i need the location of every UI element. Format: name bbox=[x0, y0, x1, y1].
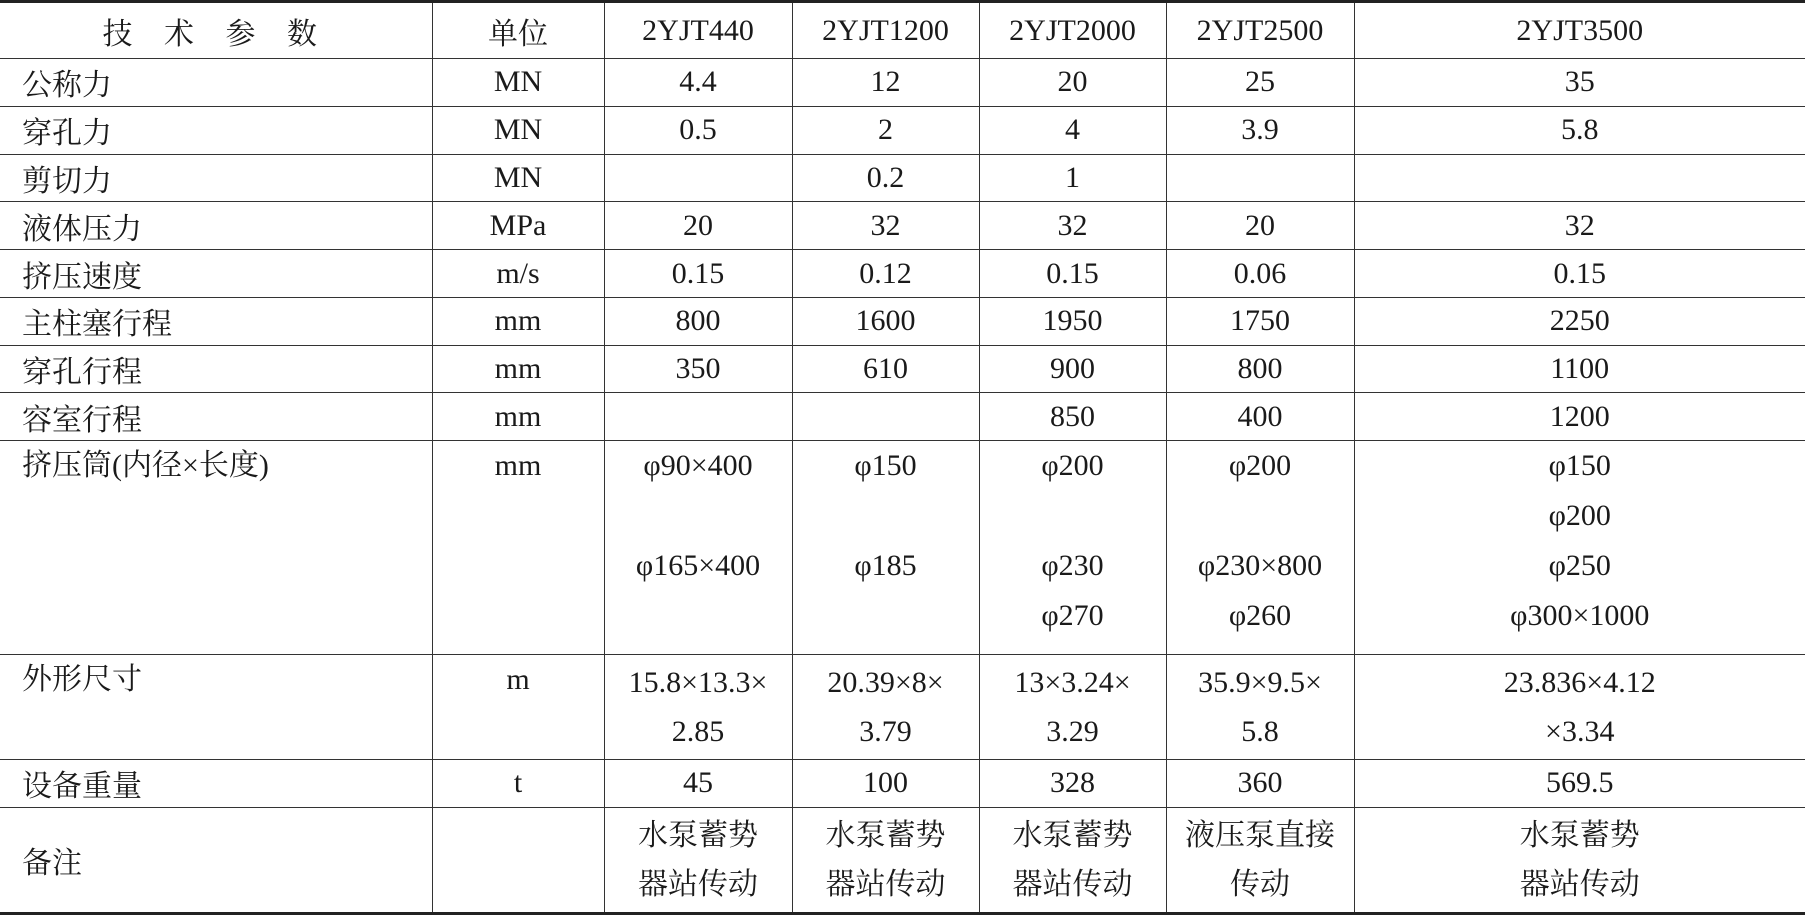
value-cell: 5.8 bbox=[1354, 106, 1805, 154]
unit-cell: mm bbox=[432, 393, 604, 441]
header-model: 2YJT1200 bbox=[792, 2, 979, 59]
cell-line: φ90×400 bbox=[643, 449, 753, 483]
unit-cell: MN bbox=[432, 59, 604, 107]
value-cell bbox=[792, 441, 979, 654]
value-cell bbox=[1354, 807, 1805, 913]
header-param: 技 术 参 数 bbox=[0, 2, 432, 59]
value-cell bbox=[979, 441, 1166, 654]
cell-line: 5.8 bbox=[1241, 714, 1279, 748]
header-model: 2YJT3500 bbox=[1354, 2, 1805, 59]
cell-line: 水泵蓄势 bbox=[1519, 818, 1640, 852]
cell-line: 35.9×9.5× bbox=[1198, 665, 1322, 699]
value-cell: 3.9 bbox=[1166, 106, 1354, 154]
value-cell: 100 bbox=[792, 759, 979, 807]
param-cell: 备注 bbox=[0, 807, 432, 913]
unit-cell: m bbox=[432, 654, 604, 759]
cell-line: 器站传动 bbox=[825, 867, 946, 901]
table-row bbox=[0, 202, 1805, 250]
cell-line: 13×3.24× bbox=[1014, 665, 1131, 699]
cell-line: 3.79 bbox=[859, 714, 912, 748]
value-cell bbox=[1354, 441, 1805, 654]
unit-cell bbox=[432, 441, 604, 654]
value-cell bbox=[1166, 807, 1354, 913]
value-cell: 800 bbox=[1166, 345, 1354, 393]
value-cell: 0.15 bbox=[979, 250, 1166, 298]
value-cell: 12 bbox=[792, 59, 979, 107]
value-cell: 350 bbox=[604, 345, 792, 393]
param-cell: 液体压力 bbox=[0, 202, 432, 250]
param-cell: 穿孔力 bbox=[0, 106, 432, 154]
table-row-weight bbox=[0, 759, 1805, 807]
cell-line: 传动 bbox=[1230, 867, 1290, 901]
value-cell bbox=[1166, 154, 1354, 202]
cell-line: 器站传动 bbox=[1012, 867, 1133, 901]
cell-line: φ200 bbox=[1041, 449, 1104, 483]
cell-line: 15.8×13.3× bbox=[628, 665, 768, 699]
unit-cell: m/s bbox=[432, 250, 604, 298]
cell-line: 水泵蓄势 bbox=[1012, 818, 1133, 852]
unit-cell: MPa bbox=[432, 202, 604, 250]
value-cell: 32 bbox=[1354, 202, 1805, 250]
value-cell: 0.06 bbox=[1166, 250, 1354, 298]
value-cell bbox=[604, 654, 792, 759]
value-cell: 2 bbox=[792, 106, 979, 154]
value-cell bbox=[1166, 654, 1354, 759]
table-row bbox=[0, 59, 1805, 107]
value-cell: 900 bbox=[979, 345, 1166, 393]
cell-line: φ150 bbox=[1548, 449, 1611, 483]
param-cell: 设备重量 bbox=[0, 759, 432, 807]
cell-line: ×3.34 bbox=[1545, 714, 1615, 748]
value-cell: 1950 bbox=[979, 297, 1166, 345]
value-cell bbox=[792, 807, 979, 913]
param-cell bbox=[0, 441, 432, 654]
cell-line: 20.39×8× bbox=[827, 665, 944, 699]
cell-line: 挤压筒(内径×长度) bbox=[22, 449, 269, 483]
value-cell: 1100 bbox=[1354, 345, 1805, 393]
header-model: 2YJT2000 bbox=[979, 2, 1166, 59]
value-cell: 328 bbox=[979, 759, 1166, 807]
cell-line bbox=[605, 591, 792, 641]
cell-line bbox=[793, 491, 979, 541]
param-cell: 公称力 bbox=[0, 59, 432, 107]
param-cell: 挤压速度 bbox=[0, 250, 432, 298]
unit-cell: MN bbox=[432, 154, 604, 202]
param-cell: 容室行程 bbox=[0, 393, 432, 441]
value-cell: 32 bbox=[792, 202, 979, 250]
table-row-dimensions bbox=[0, 654, 1805, 759]
value-cell: 20 bbox=[979, 59, 1166, 107]
cell-line: 器站传动 bbox=[1519, 867, 1640, 901]
value-cell: 0.5 bbox=[604, 106, 792, 154]
param-cell: 穿孔行程 bbox=[0, 345, 432, 393]
value-cell bbox=[604, 807, 792, 913]
value-cell: 850 bbox=[979, 393, 1166, 441]
header-model: 2YJT440 bbox=[604, 2, 792, 59]
param-cell: 主柱塞行程 bbox=[0, 297, 432, 345]
value-cell bbox=[604, 441, 792, 654]
value-cell bbox=[979, 807, 1166, 913]
cell-line: 2.85 bbox=[671, 714, 725, 748]
cell-line: 液压泵直接 bbox=[1185, 818, 1335, 852]
value-cell: 0.2 bbox=[792, 154, 979, 202]
cell-line: 水泵蓄势 bbox=[825, 818, 946, 852]
cell-line: mm bbox=[494, 449, 542, 483]
cell-line: φ260 bbox=[1228, 599, 1292, 633]
cell-line bbox=[980, 491, 1166, 541]
cell-line: φ165×400 bbox=[635, 549, 761, 583]
value-cell: 1600 bbox=[792, 297, 979, 345]
value-cell: 1200 bbox=[1354, 393, 1805, 441]
value-cell bbox=[979, 654, 1166, 759]
unit-cell bbox=[432, 807, 604, 913]
param-cell: 外形尺寸 bbox=[0, 654, 432, 759]
value-cell: 35 bbox=[1354, 59, 1805, 107]
table-row-remarks bbox=[0, 807, 1805, 913]
table-row bbox=[0, 393, 1805, 441]
value-cell: 20 bbox=[1166, 202, 1354, 250]
value-cell: 0.15 bbox=[604, 250, 792, 298]
header-model: 2YJT2500 bbox=[1166, 2, 1354, 59]
value-cell: 400 bbox=[1166, 393, 1354, 441]
header-row bbox=[0, 2, 1805, 59]
table-row bbox=[0, 297, 1805, 345]
cell-line: φ230 bbox=[1041, 549, 1104, 583]
value-cell bbox=[604, 393, 792, 441]
table-row bbox=[0, 106, 1805, 154]
value-cell: 0.15 bbox=[1354, 250, 1805, 298]
value-cell bbox=[1354, 654, 1805, 759]
param-cell: 剪切力 bbox=[0, 154, 432, 202]
value-cell: 45 bbox=[604, 759, 792, 807]
cell-line bbox=[793, 591, 979, 641]
value-cell: 610 bbox=[792, 345, 979, 393]
cell-line: φ270 bbox=[1041, 599, 1104, 633]
value-cell bbox=[1166, 441, 1354, 654]
cell-line: 23.836×4.12 bbox=[1503, 665, 1656, 699]
cell-line: 3.29 bbox=[1046, 714, 1099, 748]
value-cell: 4.4 bbox=[604, 59, 792, 107]
value-cell bbox=[604, 154, 792, 202]
unit-cell: MN bbox=[432, 106, 604, 154]
cell-line: φ185 bbox=[854, 549, 917, 583]
cell-line: φ250 bbox=[1548, 549, 1611, 583]
unit-cell: t bbox=[432, 759, 604, 807]
cell-line: φ200 bbox=[1548, 499, 1611, 533]
table-row bbox=[0, 154, 1805, 202]
value-cell: 360 bbox=[1166, 759, 1354, 807]
cell-line: 水泵蓄势 bbox=[638, 818, 758, 852]
value-cell: 20 bbox=[604, 202, 792, 250]
value-cell: 1 bbox=[979, 154, 1166, 202]
table-row bbox=[0, 250, 1805, 298]
value-cell: 25 bbox=[1166, 59, 1354, 107]
cell-line: φ300×1000 bbox=[1510, 599, 1650, 633]
value-cell: 0.12 bbox=[792, 250, 979, 298]
value-cell bbox=[792, 393, 979, 441]
table-row bbox=[0, 345, 1805, 393]
value-cell: 569.5 bbox=[1354, 759, 1805, 807]
cell-line: φ150 bbox=[854, 449, 917, 483]
header-unit: 单位 bbox=[432, 2, 604, 59]
value-cell: 4 bbox=[979, 106, 1166, 154]
cell-line bbox=[605, 491, 792, 541]
cell-line: φ230×800 bbox=[1197, 549, 1323, 583]
unit-cell: mm bbox=[432, 345, 604, 393]
cell-line bbox=[1167, 491, 1354, 541]
value-cell: 800 bbox=[604, 297, 792, 345]
cell-line: 器站传动 bbox=[638, 867, 758, 901]
cell-line: φ200 bbox=[1228, 449, 1292, 483]
table-row-container bbox=[0, 441, 1805, 654]
value-cell bbox=[792, 654, 979, 759]
unit-cell: mm bbox=[432, 297, 604, 345]
value-cell bbox=[1354, 154, 1805, 202]
value-cell: 2250 bbox=[1354, 297, 1805, 345]
value-cell: 1750 bbox=[1166, 297, 1354, 345]
value-cell: 32 bbox=[979, 202, 1166, 250]
